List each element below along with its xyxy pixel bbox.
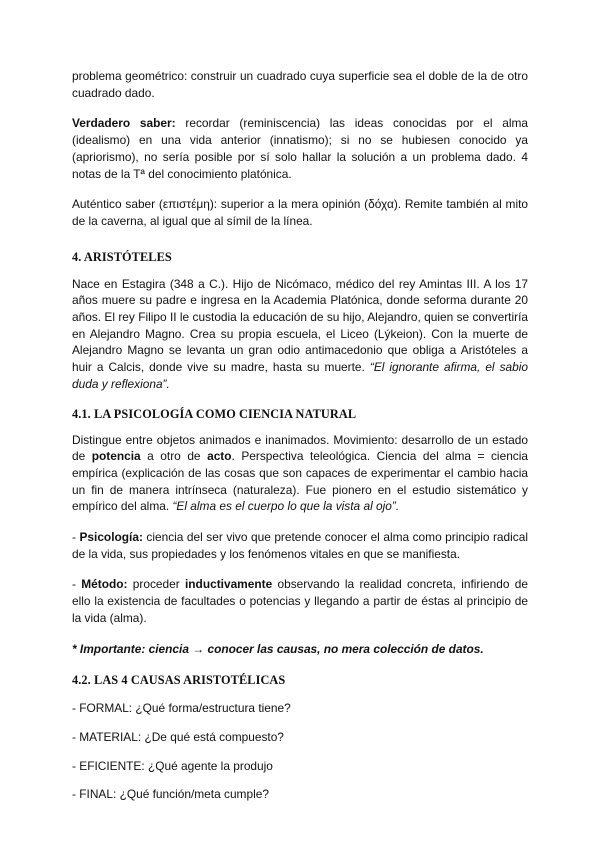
section-heading-psicologia: 4.1. LA PSICOLOGÍA COMO CIENCIA NATURAL [72, 406, 357, 421]
text-metodo-1: proceder [127, 577, 185, 592]
term-metodo: Método: [81, 577, 128, 592]
text-metodo-2: observando la realidad concreta, infiriendo de ello la existencia de facultades o potencias y llegando a partir de éstas al principio de la vida (alma). [72, 577, 528, 625]
cause-final: - FINAL: ¿Qué función/meta cumple? [72, 787, 269, 802]
cause-material: - MATERIAL: ¿De qué está compuesto? [72, 729, 284, 744]
bullet-dash: - [72, 577, 82, 592]
note-importante-text: * Importante: ciencia → conocer las causas, no mera colección de datos. [72, 641, 484, 656]
paragraph-continuation: problema geométrico: construir un cuadrado cuya superficie sea el doble de la de otro cuadrado dado. [72, 69, 528, 100]
quote-ignorante: “El ignorante afirma, el sabio duda y reflexiona”. [72, 360, 528, 391]
bullet-dash: - [72, 530, 80, 545]
paragraph-verdadero-saber [72, 115, 528, 182]
text-definicion-psicologia: ciencia del ser vivo que pretende conocer el alma como principio radical de la vida, sus propiedades y los fenómenos vitales en que se manifiesta. [72, 530, 528, 561]
text-psicologia-2: a otro de [140, 449, 208, 464]
text-psicologia-1: Distingue entre objetos animados e inanimados. Movimiento: desarrollo de un estado de [72, 432, 528, 464]
note-importante [72, 641, 528, 658]
cause-eficiente: - EFICIENTE: ¿Qué agente la produjo [72, 758, 273, 773]
term-acto: acto [207, 449, 232, 464]
paragraph-definicion-psicologia [72, 529, 528, 562]
section-heading-aristoteles: 4. ARISTÓTELES [72, 249, 172, 264]
term-inductivamente: inductivamente [184, 577, 273, 592]
text-psicologia-3: . Perspectiva teleológica. Ciencia del alma = ciencia empírica (explicación de las cosas que son capaces de experimentar el cambio hacia un fin de manera intrínseca (naturaleza). Fue pionero en el estudio sistemático y empírico del alma. [72, 449, 529, 514]
quote-alma: “El alma es el cuerpo lo que la vista al ojo”. [172, 499, 400, 514]
text-biography: Nace en Estagira (348 a C.). Hijo de Nicómaco, médico del rey Amintas III. A los 17 años muere su padre e ingresa en la Academia Platónica, donde seforma durante 20 años. El rey Filipo II le custodia la educación de su hijo, Alejandro, quien se convertiría en Alejandro Magno. Crea su propia escuela, el Liceo (Lýkeion). Con la muerte de Alejandro Magno se levanta un gran odio antimacedonio que obliga a Aristóteles a huir a Calcis, donde vive su madre, hasta su muerte. [72, 276, 528, 375]
paragraph-metodo [72, 576, 528, 626]
term-psicologia: Psicología: [79, 530, 143, 545]
paragraph-autentico-saber: Auténtico saber (επιστέμη): superior a la mera opinión (δόχα). Remite también al mito de la caverna, al igual que al símil de la línea. [72, 197, 528, 228]
section-heading-causas: 4.2. LAS 4 CAUSAS ARISTOTÉLICAS [72, 673, 286, 688]
term-verdadero-saber: Verdadero saber: [72, 116, 176, 131]
paragraph-biography [72, 276, 528, 393]
cause-formal: - FORMAL: ¿Qué forma/estructura tiene? [72, 701, 291, 716]
text-verdadero-saber: recordar (reminiscencia) las ideas conocidas por el alma (idealismo) en una vida anterior (innatismo); si no se hubiesen conocido ya (apriorismo), no sería posible por sí solo hallar la solución a un problema dado. 4 notas de la Tª del conocimiento platónica. [72, 116, 529, 181]
term-potencia: potencia [91, 449, 141, 464]
paragraph-psicologia [72, 432, 528, 516]
